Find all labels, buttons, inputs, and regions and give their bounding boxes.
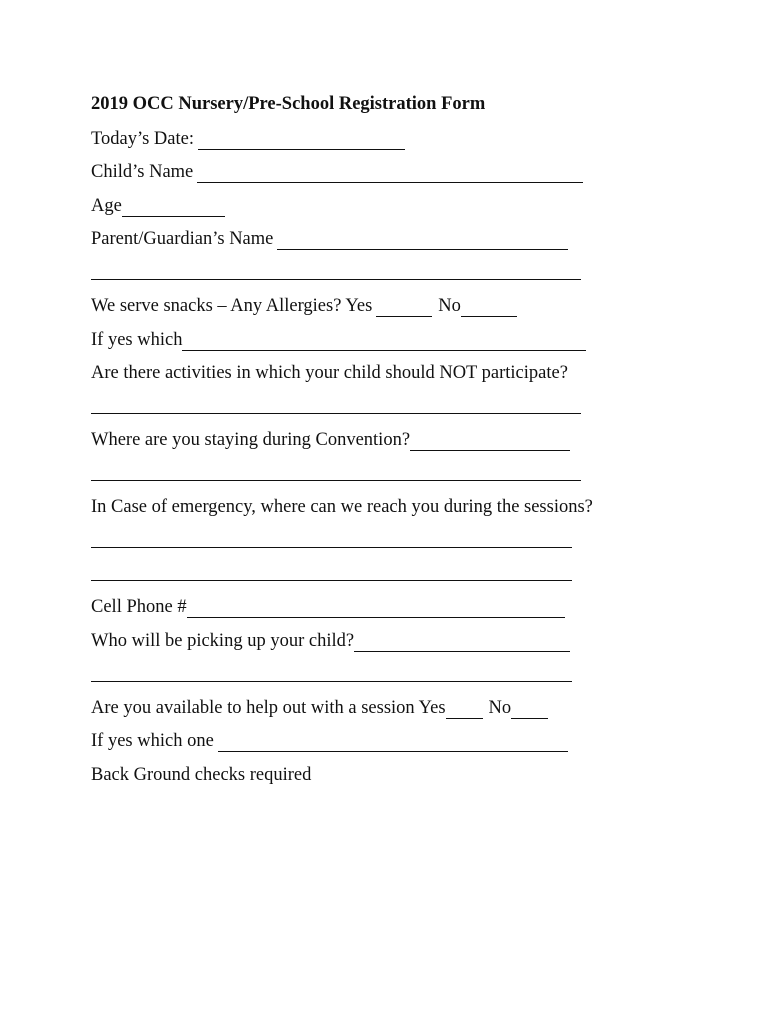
cell-phone-row [91,596,565,618]
help-no-label: No [488,698,512,718]
help-which-row [91,730,568,752]
allergies-which-row [91,329,586,351]
activities-field[interactable] [91,413,581,414]
allergies-no-field[interactable] [461,298,517,317]
parent-name-label: Parent/Guardian’s Name [91,229,274,249]
staying-extra-line[interactable] [91,480,581,481]
age-row [91,195,225,217]
allergies-no-label: No [438,296,461,316]
age-field[interactable] [122,198,225,217]
help-row [91,697,548,719]
pickup-row [91,630,570,652]
parent-name-extra-line[interactable] [91,279,581,280]
activities-label: Are there activities in which your child should NOT participate? [91,363,568,383]
child-name-row [91,161,583,183]
allergies-which-label: If yes which [91,330,183,350]
emergency-label: In Case of emergency, where can we reach you during the sessions? [91,497,593,517]
child-name-label: Child’s Name [91,162,194,182]
allergies-label: We serve snacks – Any Allergies? Yes [91,296,373,316]
allergies-yes-field[interactable] [376,298,432,317]
staying-field[interactable] [410,432,570,451]
parent-name-row [91,228,568,250]
pickup-field[interactable] [354,633,570,652]
emergency-field-1[interactable] [91,547,572,548]
allergies-row [91,295,517,317]
emergency-field-2[interactable] [91,580,572,581]
allergies-which-field[interactable] [182,332,586,351]
child-name-field[interactable] [197,164,583,183]
todays-date-field[interactable] [198,131,405,150]
help-which-label: If yes which one [91,731,214,751]
age-label: Age [91,196,122,216]
pickup-extra-line[interactable] [91,681,572,682]
form-title: 2019 OCC Nursery/Pre-School Registration Form [91,94,486,114]
staying-row [91,429,570,451]
activities-row [91,362,568,384]
help-yes-field[interactable] [446,700,483,719]
help-label: Are you available to help out with a session Yes [91,698,446,718]
staying-label: Where are you staying during Convention? [91,430,411,450]
background-check-label: Back Ground checks required [91,765,312,785]
background-check-row [91,764,311,786]
todays-date-row [91,128,405,150]
cell-phone-label: Cell Phone # [91,597,187,617]
pickup-label: Who will be picking up your child? [91,631,355,651]
parent-name-field[interactable] [277,231,568,250]
emergency-row [91,496,593,518]
cell-phone-field[interactable] [187,599,565,618]
todays-date-label: Today’s Date: [91,129,194,149]
help-no-field[interactable] [511,700,548,719]
help-which-field[interactable] [218,733,568,752]
